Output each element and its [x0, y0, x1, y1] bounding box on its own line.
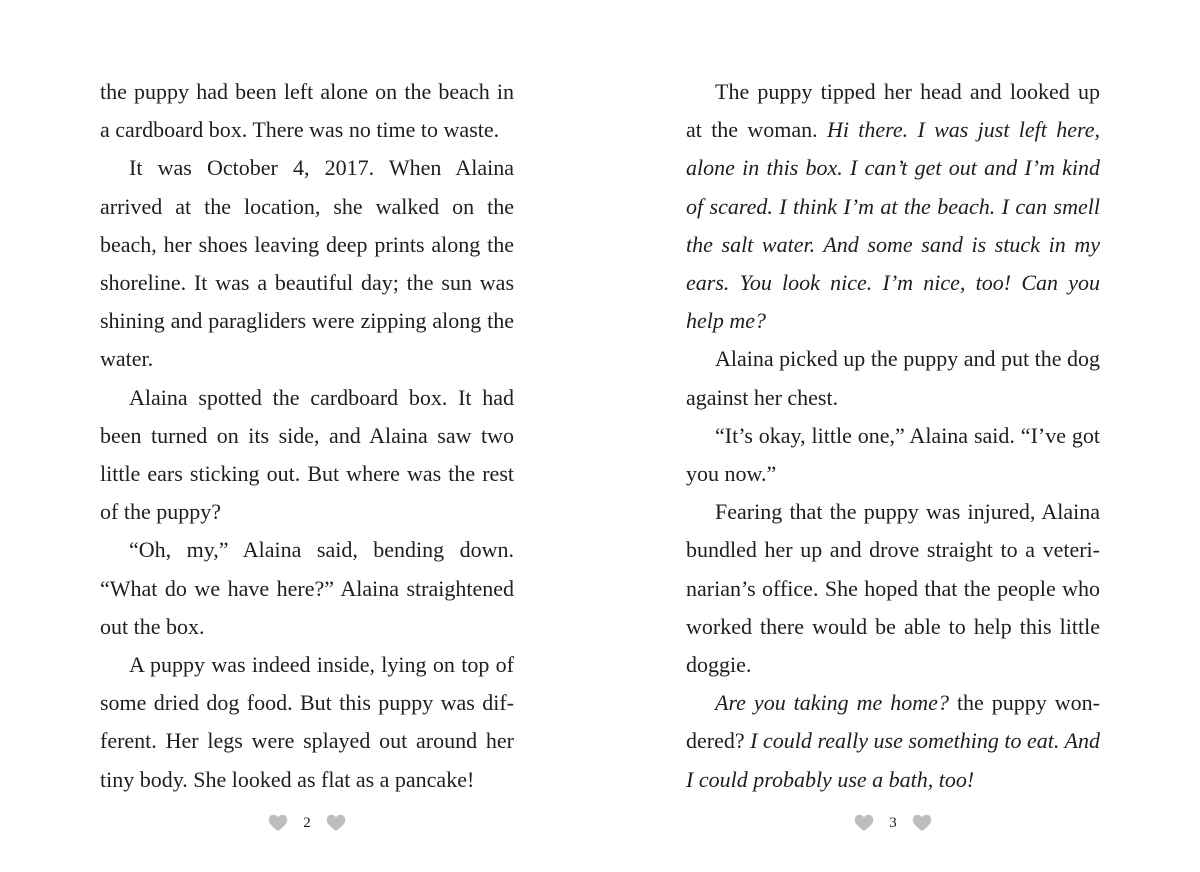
text-run: the puppy had been left alone on the beach in a cardboard box. There was no time to waste. — [100, 79, 514, 143]
paragraph — [686, 493, 1100, 684]
page-number: 3 — [889, 814, 897, 831]
italic-text-run: Are you taking me home? — [715, 690, 949, 716]
italic-text-run: Hi there. I was just left here, alone in this box. I can’t get out and I’m kind of scared. I think I’m at the beach. I can smell the salt water. And some sand is stuck in my ears. You look nice. I’m nice, too! Can you help me? — [686, 117, 1100, 334]
heart-icon — [912, 814, 932, 832]
heart-icon — [854, 814, 874, 832]
paragraph — [100, 646, 514, 799]
text-run: A puppy was indeed inside, lying on top of some dried dog food. But this puppy was different. Her legs were splayed out around her tiny body. She looked as flat as a pancake! — [100, 652, 514, 792]
right-page-folio — [854, 810, 932, 836]
paragraph — [100, 531, 514, 646]
paragraph — [100, 73, 514, 149]
text-run: “It’s okay, little one,” Alaina said. “I’ve got you now.” — [686, 422, 1100, 487]
right-page — [600, 0, 1200, 872]
paragraph — [686, 73, 1100, 340]
text-run: It was October 4, 2017. When Alaina arrived at the location, she walked on the beach, her shoes leaving deep prints along the shoreline. It was a beautiful day; the sun was shining and paragliders were zipping along the water. — [100, 155, 514, 372]
text-run: The puppy tipped her head and looked up at the woman. — [686, 79, 1100, 143]
italic-text-run: I could really use something to eat. And I could probably use a bath, too! — [686, 728, 1100, 792]
page-number: 2 — [303, 814, 311, 831]
paragraph — [686, 684, 1100, 799]
text-run: “Oh, my,” Alaina said, bending down. “What do we have here?” Alaina straightened out the box. — [100, 537, 514, 639]
paragraph — [686, 340, 1100, 416]
paragraph — [100, 149, 514, 378]
heart-icon — [326, 814, 346, 832]
heart-icon — [268, 814, 288, 832]
left-page-folio — [268, 810, 346, 836]
paragraph — [100, 379, 514, 532]
text-run: the puppy wondered? — [686, 690, 1100, 754]
right-page-text — [686, 73, 1100, 799]
text-run: Alaina spotted the cardboard box. It had been turned on its side, and Alaina saw two little ears sticking out. But where was the rest of the puppy? — [100, 384, 514, 525]
left-page-text — [100, 73, 514, 799]
text-run: Alaina picked up the puppy and put the dog against her chest. — [686, 346, 1100, 410]
paragraph — [686, 417, 1100, 493]
text-run: Fearing that the puppy was injured, Alaina bundled her up and drove straight to a veterinarian’s office. She hoped that the people who worked there would be able to help this little doggie. — [686, 499, 1100, 678]
